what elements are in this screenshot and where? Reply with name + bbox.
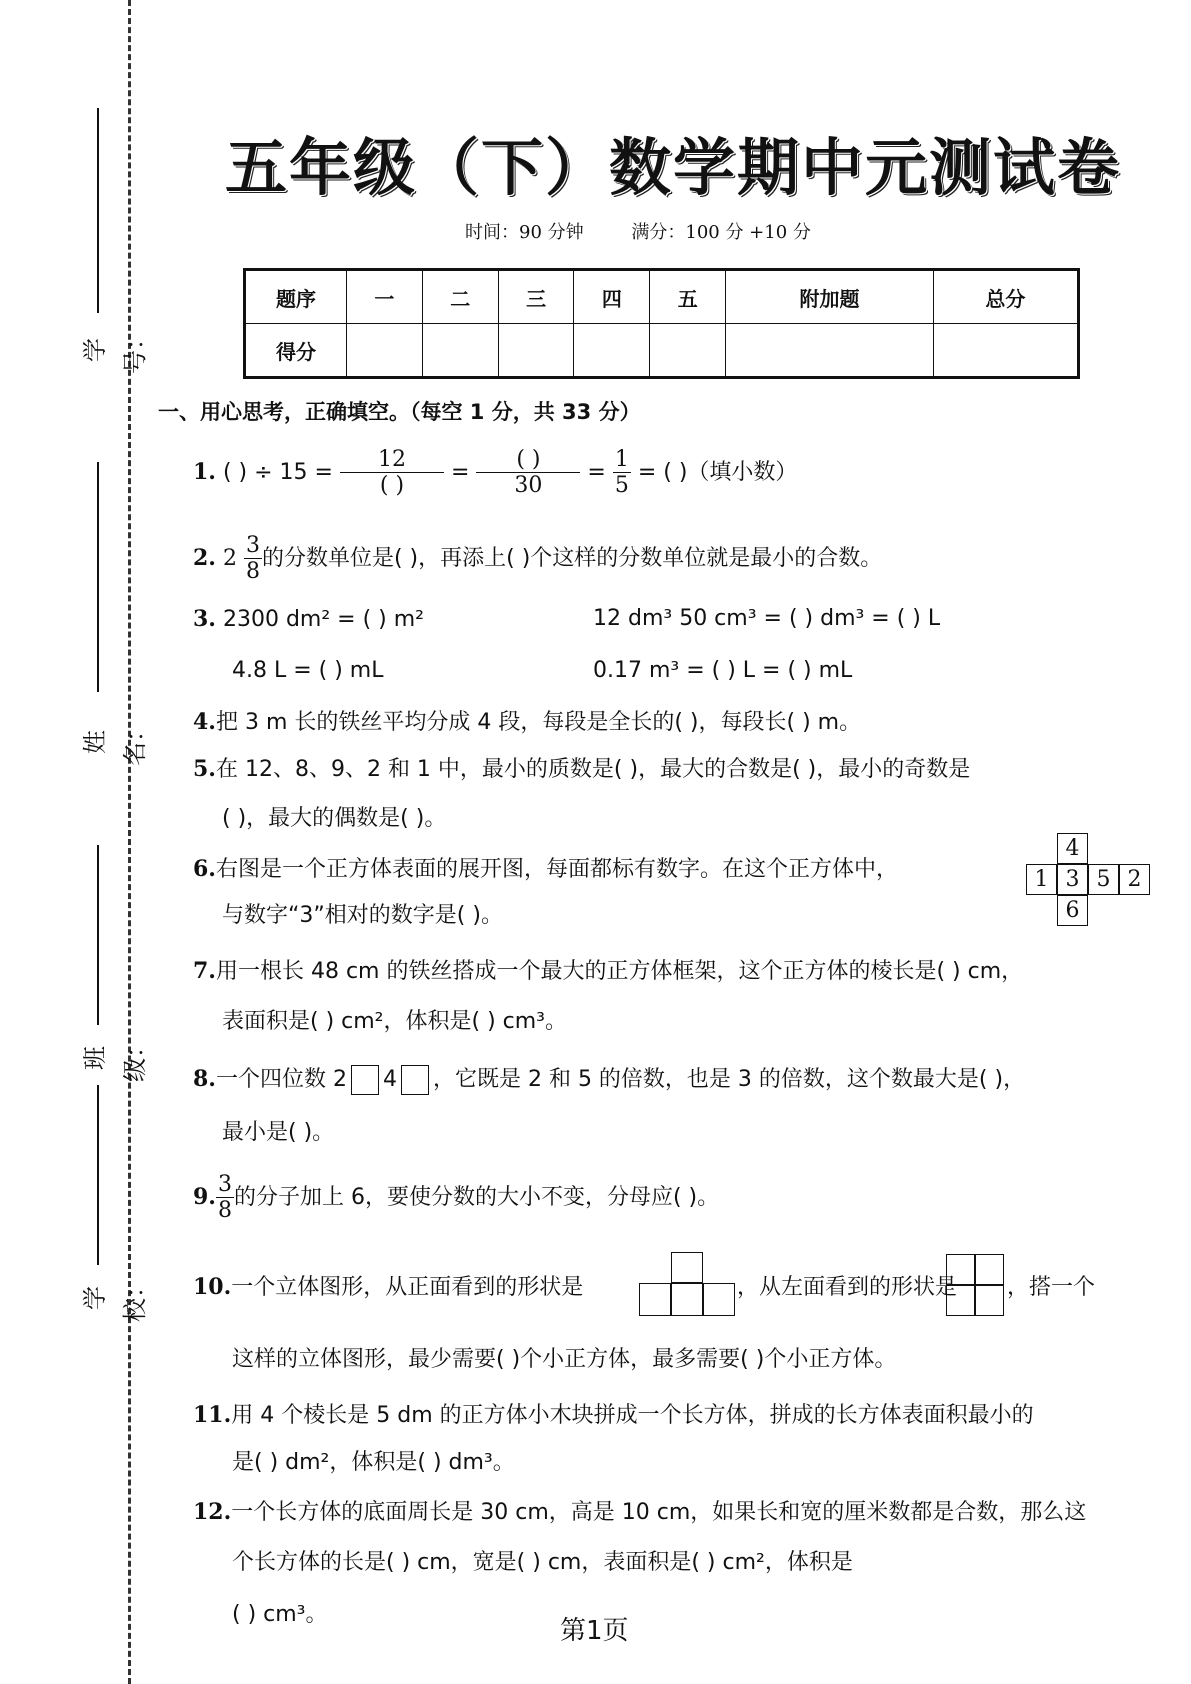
question-2 xyxy=(193,533,882,585)
header-cell: 五 xyxy=(650,270,726,324)
question-text: 用 4 个棱长是 5 dm 的正方体小木块拼成一个长方体，拼成的长方体表面积最小的 xyxy=(231,1403,1034,1428)
shape-square xyxy=(975,1285,1004,1316)
denominator: 5 xyxy=(614,473,629,499)
question-text: ( ) ÷ 15 = xyxy=(222,459,333,485)
front-view-shape xyxy=(639,1252,735,1316)
question-11-line-2: 是( ) dm²，体积是( ) dm³。 xyxy=(232,1450,515,1475)
denominator: ( ) xyxy=(379,473,405,499)
question-5-line-2: ( )，最大的偶数是( )。 xyxy=(222,806,447,831)
question-number: 9. xyxy=(193,1183,216,1210)
school-label: 学校： xyxy=(81,1274,149,1322)
question-6 xyxy=(193,852,898,883)
score-cell[interactable] xyxy=(574,324,650,378)
question-number: 11. xyxy=(193,1402,232,1428)
question-9 xyxy=(193,1172,719,1224)
question-8 xyxy=(193,1062,1025,1095)
question-text: 的分数单位是( )，再添上( )个这样的分数单位就是最小的合数。 xyxy=(261,545,883,571)
equals: = xyxy=(587,459,606,485)
fraction xyxy=(244,533,262,585)
shape-square xyxy=(946,1254,975,1285)
name-label: 姓名： xyxy=(81,718,149,766)
question-text: 的分子加上 6，要使分数的大小不变，分母应( )。 xyxy=(233,1184,720,1210)
section-1-title: 一、用心思考，正确填空。（每空 1 分，共 33 分） xyxy=(158,400,641,424)
numerator: 1 xyxy=(614,447,629,472)
page-title: 五年级（下）数学期中元测试卷 xyxy=(225,131,1122,204)
question-number: 6. xyxy=(193,856,216,882)
shape-square xyxy=(639,1283,671,1316)
question-11 xyxy=(193,1398,1034,1429)
whole-number: 2 xyxy=(222,545,237,571)
question-4 xyxy=(193,705,861,736)
exam-info xyxy=(465,218,853,244)
question-10-part-c: ，搭一个 xyxy=(1007,1275,1096,1300)
net-face: 4 xyxy=(1057,833,1088,864)
score-cell[interactable] xyxy=(422,324,498,378)
score-cell[interactable] xyxy=(498,324,574,378)
question-text: 在 12、8、9、2 和 1 中，最小的质数是( )，最大的合数是( )，最小的奇数是 xyxy=(215,757,971,782)
shape-square xyxy=(671,1283,703,1316)
question-number: 1. xyxy=(193,458,216,485)
numerator: 12 xyxy=(340,447,444,473)
question-3-part-b: 12 dm³ 50 cm³ = ( ) dm³ = ( ) L xyxy=(593,606,941,631)
fraction xyxy=(613,447,631,499)
class-label: 班级： xyxy=(81,1034,149,1082)
denominator: 8 xyxy=(217,1198,232,1224)
question-number: 7. xyxy=(193,958,216,984)
class-line xyxy=(97,845,99,1025)
page-number: 第1页 xyxy=(560,1616,629,1646)
equals: = xyxy=(450,459,470,485)
row-label: 得分 xyxy=(245,324,347,378)
question-number: 12. xyxy=(193,1499,232,1525)
question-10-part-b: ，从左面看到的形状是 xyxy=(737,1275,958,1300)
numerator: 3 xyxy=(217,1172,232,1197)
question-12-line-2: 个长方体的长是( ) cm，宽是( ) cm，表面积是( ) cm²，体积是 xyxy=(232,1550,853,1575)
question-number: 10. xyxy=(193,1274,232,1300)
question-text: 4 xyxy=(382,1067,397,1092)
question-3-part-d: 0.17 m³ = ( ) L = ( ) mL xyxy=(593,658,853,683)
fraction xyxy=(340,447,444,499)
question-text: 右图是一个正方体表面的展开图，每面都标有数字。在这个正方体中， xyxy=(215,857,898,882)
numerator: 3 xyxy=(245,533,260,558)
shape-square xyxy=(671,1252,703,1283)
student-id-label: 学号： xyxy=(81,326,149,374)
shape-square xyxy=(703,1283,735,1316)
name-line xyxy=(97,462,99,692)
question-7-line-2: 表面积是( ) cm²，体积是( ) cm³。 xyxy=(222,1009,567,1034)
header-cell: 二 xyxy=(422,270,498,324)
denominator: 30 xyxy=(514,473,543,499)
score-table-header-row xyxy=(245,270,1079,324)
score-table xyxy=(243,268,1080,379)
question-text: 一个立体图形，从正面看到的形状是 xyxy=(231,1275,584,1300)
score-cell[interactable] xyxy=(347,324,423,378)
score-cell[interactable] xyxy=(726,324,934,378)
fraction xyxy=(476,447,580,499)
question-number: 3. xyxy=(193,606,216,632)
question-text: 2300 dm² = ( ) m² xyxy=(222,607,424,632)
question-12 xyxy=(193,1495,1086,1526)
shape-square xyxy=(975,1254,1004,1285)
fraction xyxy=(216,1172,234,1224)
question-12-line-3: ( ) cm³。 xyxy=(232,1602,328,1627)
left-view-shape xyxy=(946,1254,1004,1316)
numerator: ( ) xyxy=(476,447,580,473)
question-5 xyxy=(193,752,970,783)
score-cell[interactable] xyxy=(650,324,726,378)
net-face: 1 xyxy=(1026,864,1057,895)
question-7 xyxy=(193,954,1023,985)
digit-blank-box[interactable] xyxy=(401,1065,429,1095)
header-cell: 三 xyxy=(498,270,574,324)
question-number: 4. xyxy=(193,709,216,735)
question-text: 一个长方体的底面周长是 30 cm，高是 10 cm，如果长和宽的厘米数都是合数，那么这 xyxy=(231,1500,1087,1525)
net-face: 5 xyxy=(1088,864,1119,895)
digit-blank-box[interactable] xyxy=(351,1065,379,1095)
header-cell: 四 xyxy=(574,270,650,324)
denominator: 8 xyxy=(245,559,260,585)
binding-fold-line xyxy=(128,0,131,1684)
header-cell: 一 xyxy=(347,270,423,324)
score-cell[interactable] xyxy=(933,324,1078,378)
score-table-score-row xyxy=(245,324,1079,378)
question-text: 一个四位数 2 xyxy=(215,1067,347,1092)
header-cell: 总分 xyxy=(933,270,1078,324)
question-3-line-1 xyxy=(193,606,424,632)
question-text: ，它既是 2 和 5 的倍数，也是 3 的倍数，这个数最大是( )， xyxy=(432,1067,1026,1092)
question-10-line-2: 这样的立体图形，最少需要( )个小正方体，最多需要( )个小正方体。 xyxy=(232,1347,897,1372)
exam-time: 时间：90 分钟 xyxy=(465,222,584,243)
question-8-line-2: 最小是( )。 xyxy=(222,1120,335,1145)
question-number: 8. xyxy=(193,1066,216,1092)
question-10 xyxy=(193,1270,583,1301)
question-3-part-c: 4.8 L = ( ) mL xyxy=(232,658,384,683)
question-6-line-2: 与数字“3”相对的数字是( )。 xyxy=(222,903,503,928)
header-cell: 附加题 xyxy=(726,270,934,324)
school-line xyxy=(97,1085,99,1265)
net-face: 2 xyxy=(1119,864,1150,895)
question-number: 5. xyxy=(193,756,216,782)
question-text: 用一根长 48 cm 的铁丝搭成一个最大的正方体框架，这个正方体的棱长是( ) cm， xyxy=(215,959,1024,984)
shape-square xyxy=(946,1285,975,1316)
student-id-line xyxy=(97,108,99,313)
question-text: = ( )（填小数） xyxy=(637,459,798,485)
exam-full-score: 满分：100 分 +10 分 xyxy=(631,222,811,243)
net-face: 6 xyxy=(1057,895,1088,926)
header-cell: 题序 xyxy=(245,270,347,324)
question-1 xyxy=(193,447,797,499)
question-text: 把 3 m 长的铁丝平均分成 4 段，每段是全长的( )，每段长( ) m。 xyxy=(215,710,862,735)
question-number: 2. xyxy=(193,544,216,571)
net-face: 3 xyxy=(1057,864,1088,895)
